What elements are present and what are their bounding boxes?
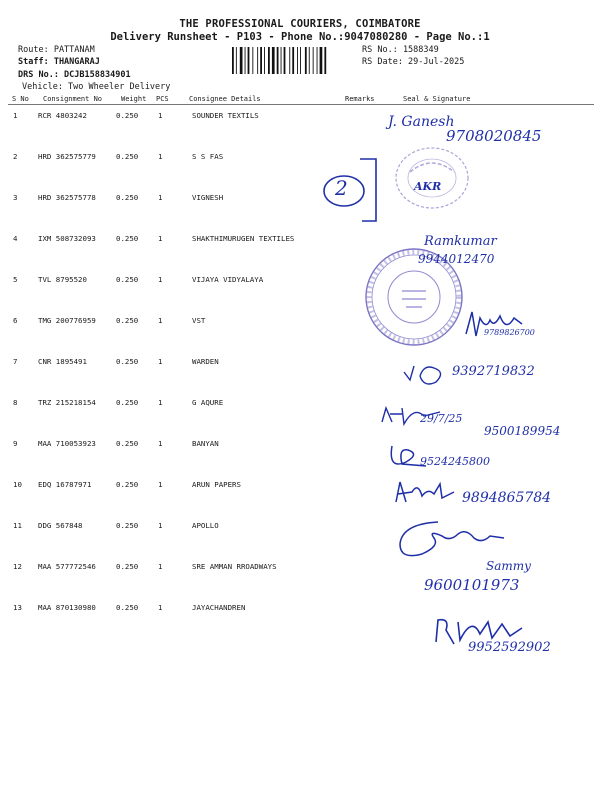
row-1-sno: 1 bbox=[13, 111, 18, 120]
column-header-consignment: Consignment No bbox=[43, 95, 103, 103]
row-13-weight: 0.250 bbox=[116, 603, 139, 612]
row-4-weight: 0.250 bbox=[116, 234, 139, 243]
row-2-consignment: HRD 362575779 bbox=[38, 152, 96, 161]
row-10-consignment: EDQ 16787971 bbox=[38, 480, 92, 489]
row-6-phone-handwritten: 9789826700 bbox=[484, 328, 535, 337]
row-13-pcs: 1 bbox=[158, 603, 163, 612]
row-12-weight: 0.250 bbox=[116, 562, 139, 571]
route-label: Route: PATTANAM bbox=[18, 45, 95, 55]
row-10-phone-handwritten: 9894865784 bbox=[462, 490, 552, 506]
row-4-sno: 4 bbox=[13, 234, 18, 243]
row-3-consignment: HRD 362575778 bbox=[38, 193, 96, 202]
row-1-consignee: SOUNDER TEXTILS bbox=[192, 111, 259, 120]
row-11-weight: 0.250 bbox=[116, 521, 139, 530]
row-6-consignment: TMG 200776959 bbox=[38, 316, 96, 325]
row-3-number: 2 bbox=[335, 176, 348, 200]
row-2-sno: 2 bbox=[13, 152, 18, 161]
row-6-consignee: VST bbox=[192, 316, 206, 325]
column-header-remarks: Remarks bbox=[345, 95, 375, 103]
row-11-sno: 11 bbox=[13, 521, 22, 530]
row-4-consignee: SHAKTHIMURUGEN TEXTILES bbox=[192, 234, 295, 243]
vehicle-label: Vehicle: Two Wheeler Delivery bbox=[22, 82, 171, 92]
drs-number: DRS No.: DCJB158834901 bbox=[18, 70, 131, 80]
row-8-date-handwritten: 29/7/25 bbox=[420, 412, 463, 425]
row-3-initials: AKR bbox=[414, 180, 442, 193]
row-10-signature-scrawl bbox=[392, 478, 462, 506]
column-header-pcs: PCS bbox=[156, 95, 169, 103]
column-header-sno: S No bbox=[12, 95, 29, 103]
runsheet-title: Delivery Runsheet - P103 - Phone No.:9047080280 - Page No.:1 bbox=[110, 31, 490, 43]
row-7-consignment: CNR 1895491 bbox=[38, 357, 87, 366]
row-2-consignee: S S FAS bbox=[192, 152, 224, 161]
row-9-phone-handwritten: 9524245800 bbox=[420, 455, 490, 468]
row-7-consignee: WARDEN bbox=[192, 357, 219, 366]
row-13-consignment: MAA 870130980 bbox=[38, 603, 96, 612]
row-9-weight: 0.250 bbox=[116, 439, 139, 448]
row-3-pcs: 1 bbox=[158, 193, 163, 202]
row-7-phone-handwritten: 9392719832 bbox=[452, 364, 535, 379]
company-name: THE PROFESSIONAL COURIERS, COIMBATORE bbox=[179, 18, 421, 30]
barcode bbox=[232, 47, 354, 74]
row-7-pcs: 1 bbox=[158, 357, 163, 366]
row-9-consignment: MAA 710053923 bbox=[38, 439, 96, 448]
row-12-signature-name: Sammy bbox=[486, 559, 531, 573]
row-5-consignee: VIJAYA VIDYALAYA bbox=[192, 275, 264, 284]
row-11-consignment: DDG 567848 bbox=[38, 521, 83, 530]
row-8-weight: 0.250 bbox=[116, 398, 139, 407]
rs-date: RS Date: 29-Jul-2025 bbox=[362, 57, 465, 67]
row-7-weight: 0.250 bbox=[116, 357, 139, 366]
row-6-weight: 0.250 bbox=[116, 316, 139, 325]
row-5-consignment: TVL 8795520 bbox=[38, 275, 87, 284]
row-10-consignee: ARUN PAPERS bbox=[192, 480, 241, 489]
row-2-weight: 0.250 bbox=[116, 152, 139, 161]
row-13-consignee: JAYACHANDREN bbox=[192, 603, 246, 612]
seal-stamp-top bbox=[392, 142, 472, 214]
row-8-consignment: TRZ 215218154 bbox=[38, 398, 96, 407]
row-3-circled-mark bbox=[322, 153, 382, 227]
column-header-weight: Weight bbox=[121, 95, 147, 103]
row-4-consignment: IXM 508732093 bbox=[38, 234, 96, 243]
row-9-consignee: BANYAN bbox=[192, 439, 219, 448]
rs-number: RS No.: 1588349 bbox=[362, 45, 439, 55]
row-7-sno: 7 bbox=[13, 357, 18, 366]
column-header-seal-signature: Seal & Signature bbox=[403, 95, 471, 103]
row-3-consignee: VIGNESH bbox=[192, 193, 224, 202]
row-11-pcs: 1 bbox=[158, 521, 163, 530]
row-9-pcs: 1 bbox=[158, 439, 163, 448]
row-10-pcs: 1 bbox=[158, 480, 163, 489]
row-5-sno: 5 bbox=[13, 275, 18, 284]
row-2-pcs: 1 bbox=[158, 152, 163, 161]
row-8-pcs: 1 bbox=[158, 398, 163, 407]
column-header-consignee: Consignee Details bbox=[189, 95, 261, 103]
row-8-phone-handwritten: 9500189954 bbox=[484, 424, 561, 438]
row-1-consignment: RCR 4803242 bbox=[38, 111, 87, 120]
row-11-signature-scrawl bbox=[394, 516, 510, 562]
row-8-sno: 8 bbox=[13, 398, 18, 407]
row-6-pcs: 1 bbox=[158, 316, 163, 325]
row-7-signature-scrawl bbox=[402, 358, 452, 390]
row-4-phone-handwritten: 9944012470 bbox=[418, 252, 495, 266]
row-1-phone-handwritten: 9708020845 bbox=[446, 127, 542, 145]
row-1-weight: 0.250 bbox=[116, 111, 139, 120]
row-12-consignee: SRE AMMAN RROADWAYS bbox=[192, 562, 277, 571]
row-12-sno: 12 bbox=[13, 562, 22, 571]
row-5-weight: 0.250 bbox=[116, 275, 139, 284]
row-3-sno: 3 bbox=[13, 193, 18, 202]
row-4-signature-name: Ramkumar bbox=[424, 234, 497, 249]
staff-label: Staff: THANGARAJ bbox=[18, 57, 100, 67]
row-3-weight: 0.250 bbox=[116, 193, 139, 202]
row-13-phone-handwritten: 9952592902 bbox=[468, 640, 551, 655]
row-11-consignee: APOLLO bbox=[192, 521, 219, 530]
row-9-sno: 9 bbox=[13, 439, 18, 448]
row-1-signature: J. Ganesh bbox=[388, 114, 455, 130]
row-6-sno: 6 bbox=[13, 316, 18, 325]
row-8-consignee: G AQURE bbox=[192, 398, 224, 407]
row-4-pcs: 1 bbox=[158, 234, 163, 243]
row-10-weight: 0.250 bbox=[116, 480, 139, 489]
row-12-pcs: 1 bbox=[158, 562, 163, 571]
row-13-sno: 13 bbox=[13, 603, 22, 612]
header-divider bbox=[8, 104, 594, 105]
row-1-pcs: 1 bbox=[158, 111, 163, 120]
row-5-pcs: 1 bbox=[158, 275, 163, 284]
row-12-consignment: MAA 577772546 bbox=[38, 562, 96, 571]
row-10-sno: 10 bbox=[13, 480, 22, 489]
row-12-phone-handwritten: 9600101973 bbox=[424, 576, 520, 594]
